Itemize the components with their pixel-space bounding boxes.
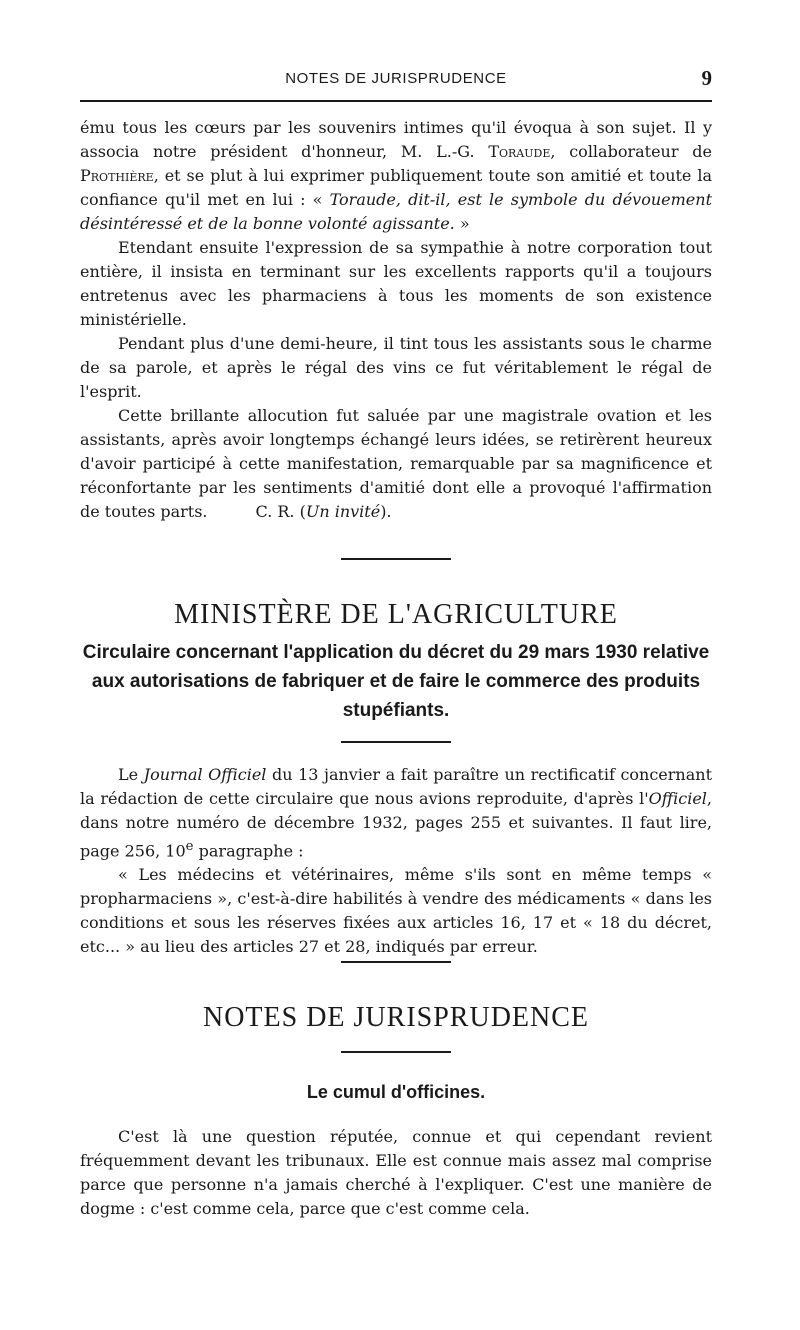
section-divider: [341, 961, 451, 963]
ministere-quote: « Les médecins et vétérinaires, même s'ils sont en même temps « propharmaciens », c'est-à-dire habilités à vendre des médicaments « dans les conditions et sous les réserves fixées aux articles 16, 17 et « 18 du décret, etc... » au lieu des articles 27 et 28, indiqués par erreur.: [80, 865, 712, 957]
page: [80, 66, 712, 1221]
section-divider: [341, 1051, 451, 1053]
intro-paragraph-1: ému tous les cœurs par les souvenirs intimes qu'il évoqua à son sujet. Il y associa notre président d'honneur, M. L.-G. Toraude, collaborateur de Prothière, et se plut à lui exprimer publiquement toute son amitié et toute la confiance qu'il met en lui : « Toraude, dit-il, est le symbole du dévouement désintéressé et de la bonne volonté agissante. »: [80, 118, 713, 233]
signature: C. R. (Un invité).: [255, 502, 392, 521]
intro-paragraph-2: Etendant ensuite l'expression de sa sympathie à notre corporation tout entière, il insista en terminant sur les excellents rapports qu'il a toujours entretenus avec les pharmaciens à tous les moments de son existence ministérielle.: [80, 238, 712, 329]
section-divider: [341, 741, 451, 743]
section-title-ministere: MINISTÈRE DE L'AGRICULTURE: [174, 599, 618, 630]
person-name: Toraude: [488, 142, 551, 161]
page-header: [80, 66, 712, 92]
subsection-title: Le cumul d'officines.: [306, 1082, 486, 1103]
quotation: Toraude, dit-il, est le symbole du dévouement désintéressé et de la bonne volonté agissante.: [80, 190, 713, 233]
intro-paragraph-3: Pendant plus d'une demi-heure, il tint tous les assistants sous le charme de sa parole, et après le régal des vins ce fut véritablement le régal de l'esprit.: [80, 334, 712, 401]
intro-paragraph-4: Cette brillante allocution fut saluée par une magistrale ovation et les assistants, après avoir longtemps échangé leurs idées, se retirèrent heureux d'avoir participé à cette manifestation, remarquable par sa magnificence et réconfortante par les sentiments d'amitié dont elle a provoqué l'affirmation de toutes parts. C. R. (Un invité).: [80, 406, 712, 521]
article-body: [80, 116, 712, 1221]
page-number: 9: [701, 66, 712, 90]
header-rule: [80, 100, 712, 102]
notes-paragraph-1: C'est là une question réputée, connue et qui cependant revient fréquemment devant les tribunaux. Elle est connue mais assez mal comprise parce que personne n'a jamais cherché à l'expliquer. C'est une manière de dogme : c'est comme cela, parce que c'est comme cela.: [80, 1127, 712, 1219]
circular-title: Circulaire concernant l'application du décret du 29 mars 1930 relative aux autorisations de fabriquer et de faire le commerce des produits stupéfiants.: [82, 642, 710, 721]
ministere-paragraph-1: Le Journal Officiel du 13 janvier a fait paraître un rectificatif concernant la rédaction de cette circulaire que nous avions reproduite, d'après l'Officiel, dans notre numéro de décembre 1932, pages 255 et suivantes. Il faut lire, page 256, 10e paragraphe :: [80, 765, 712, 861]
person-name: Prothière: [80, 166, 154, 185]
section-divider: [341, 558, 451, 560]
running-title: NOTES DE JURISPRUDENCE: [285, 70, 507, 87]
section-title-notes: NOTES DE JURISPRUDENCE: [202, 1002, 590, 1034]
